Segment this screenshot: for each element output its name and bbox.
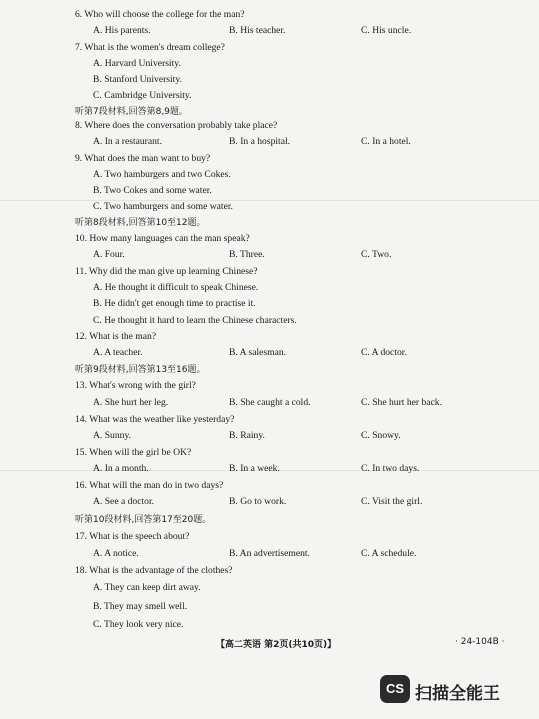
- section-instruction: 听第10段材料,回答第17至20题。: [75, 515, 212, 525]
- section-instruction: 听第8段材料,回答第10至12题。: [75, 218, 206, 228]
- answer-option: A. Four.: [93, 249, 125, 260]
- question-stem: 11. Why did the man give up learning Chinese?: [75, 266, 258, 277]
- answer-option: B. Go to work.: [229, 496, 287, 507]
- question-stem: 6. Who will choose the college for the man?: [75, 9, 245, 20]
- question-stem: 15. When will the girl be OK?: [75, 447, 192, 458]
- answer-option: B. A salesman.: [229, 347, 287, 358]
- answer-option: A. See a doctor.: [93, 496, 155, 507]
- answer-option: A. He thought it difficult to speak Chinese.: [93, 282, 259, 293]
- page-footer-code: · 24-104B ·: [455, 637, 505, 647]
- answer-option: B. In a hospital.: [229, 136, 291, 147]
- answer-option: A. Sunny.: [93, 430, 132, 441]
- answer-option: B. Stanford University.: [93, 74, 182, 85]
- answer-option: B. Rainy.: [229, 430, 265, 441]
- answer-option: A. She hurt her leg.: [93, 397, 169, 408]
- answer-option: A. His parents.: [93, 25, 151, 36]
- question-stem: 9. What does the man want to buy?: [75, 153, 211, 164]
- answer-option: A. Harvard University.: [93, 58, 181, 69]
- camscanner-brand: 扫描全能王: [415, 684, 500, 704]
- camscanner-logo-icon: CS: [380, 675, 410, 703]
- answer-option: C. They look very nice.: [93, 619, 184, 630]
- answer-option: C. Two hamburgers and some water.: [93, 201, 233, 212]
- answer-option: C. Cambridge University.: [93, 90, 192, 101]
- question-stem: 7. What is the women's dream college?: [75, 42, 225, 53]
- answer-option: A. In a restaurant.: [93, 136, 162, 147]
- answer-option: B. He didn't get enough time to practise it.: [93, 298, 256, 309]
- section-instruction: 听第9段材料,回答第13至16题。: [75, 365, 206, 375]
- answer-option: A. A notice.: [93, 548, 139, 559]
- answer-option: A. A teacher.: [93, 347, 143, 358]
- section-instruction: 听第7段材料,回答第8,9题。: [75, 107, 188, 117]
- question-stem: 8. Where does the conversation probably take place?: [75, 120, 278, 131]
- answer-option: A. In a month.: [93, 463, 149, 474]
- answer-option: B. Two Cokes and some water.: [93, 185, 212, 196]
- answer-option: C. She hurt her back.: [361, 397, 442, 408]
- answer-option: C. His uncle.: [361, 25, 412, 36]
- page-footer-title: 【高二英语 第2页(共10页)】: [216, 640, 337, 650]
- answer-option: B. In a week.: [229, 463, 280, 474]
- answer-option: A. Two hamburgers and two Cokes.: [93, 169, 231, 180]
- answer-option: B. An advertisement.: [229, 548, 310, 559]
- answer-option: C. In a hotel.: [361, 136, 411, 147]
- answer-option: C. He thought it hard to learn the Chinese characters.: [93, 315, 297, 326]
- answer-option: A. They can keep dirt away.: [93, 582, 201, 593]
- answer-option: B. Three.: [229, 249, 265, 260]
- question-stem: 18. What is the advantage of the clothes?: [75, 565, 233, 576]
- answer-option: C. Visit the girl.: [361, 496, 423, 507]
- question-stem: 10. How many languages can the man speak?: [75, 233, 250, 244]
- answer-option: C. Two.: [361, 249, 392, 260]
- page-crease: [0, 200, 539, 201]
- answer-option: C. A schedule.: [361, 548, 417, 559]
- answer-option: C. In two days.: [361, 463, 420, 474]
- question-stem: 12. What is the man?: [75, 331, 157, 342]
- answer-option: B. His teacher.: [229, 25, 286, 36]
- question-stem: 14. What was the weather like yesterday?: [75, 414, 235, 425]
- answer-option: B. She caught a cold.: [229, 397, 311, 408]
- question-stem: 17. What is the speech about?: [75, 531, 190, 542]
- answer-option: C. Snowy.: [361, 430, 401, 441]
- answer-option: B. They may smell well.: [93, 601, 188, 612]
- question-stem: 13. What's wrong with the girl?: [75, 380, 196, 391]
- question-stem: 16. What will the man do in two days?: [75, 480, 224, 491]
- answer-option: C. A doctor.: [361, 347, 407, 358]
